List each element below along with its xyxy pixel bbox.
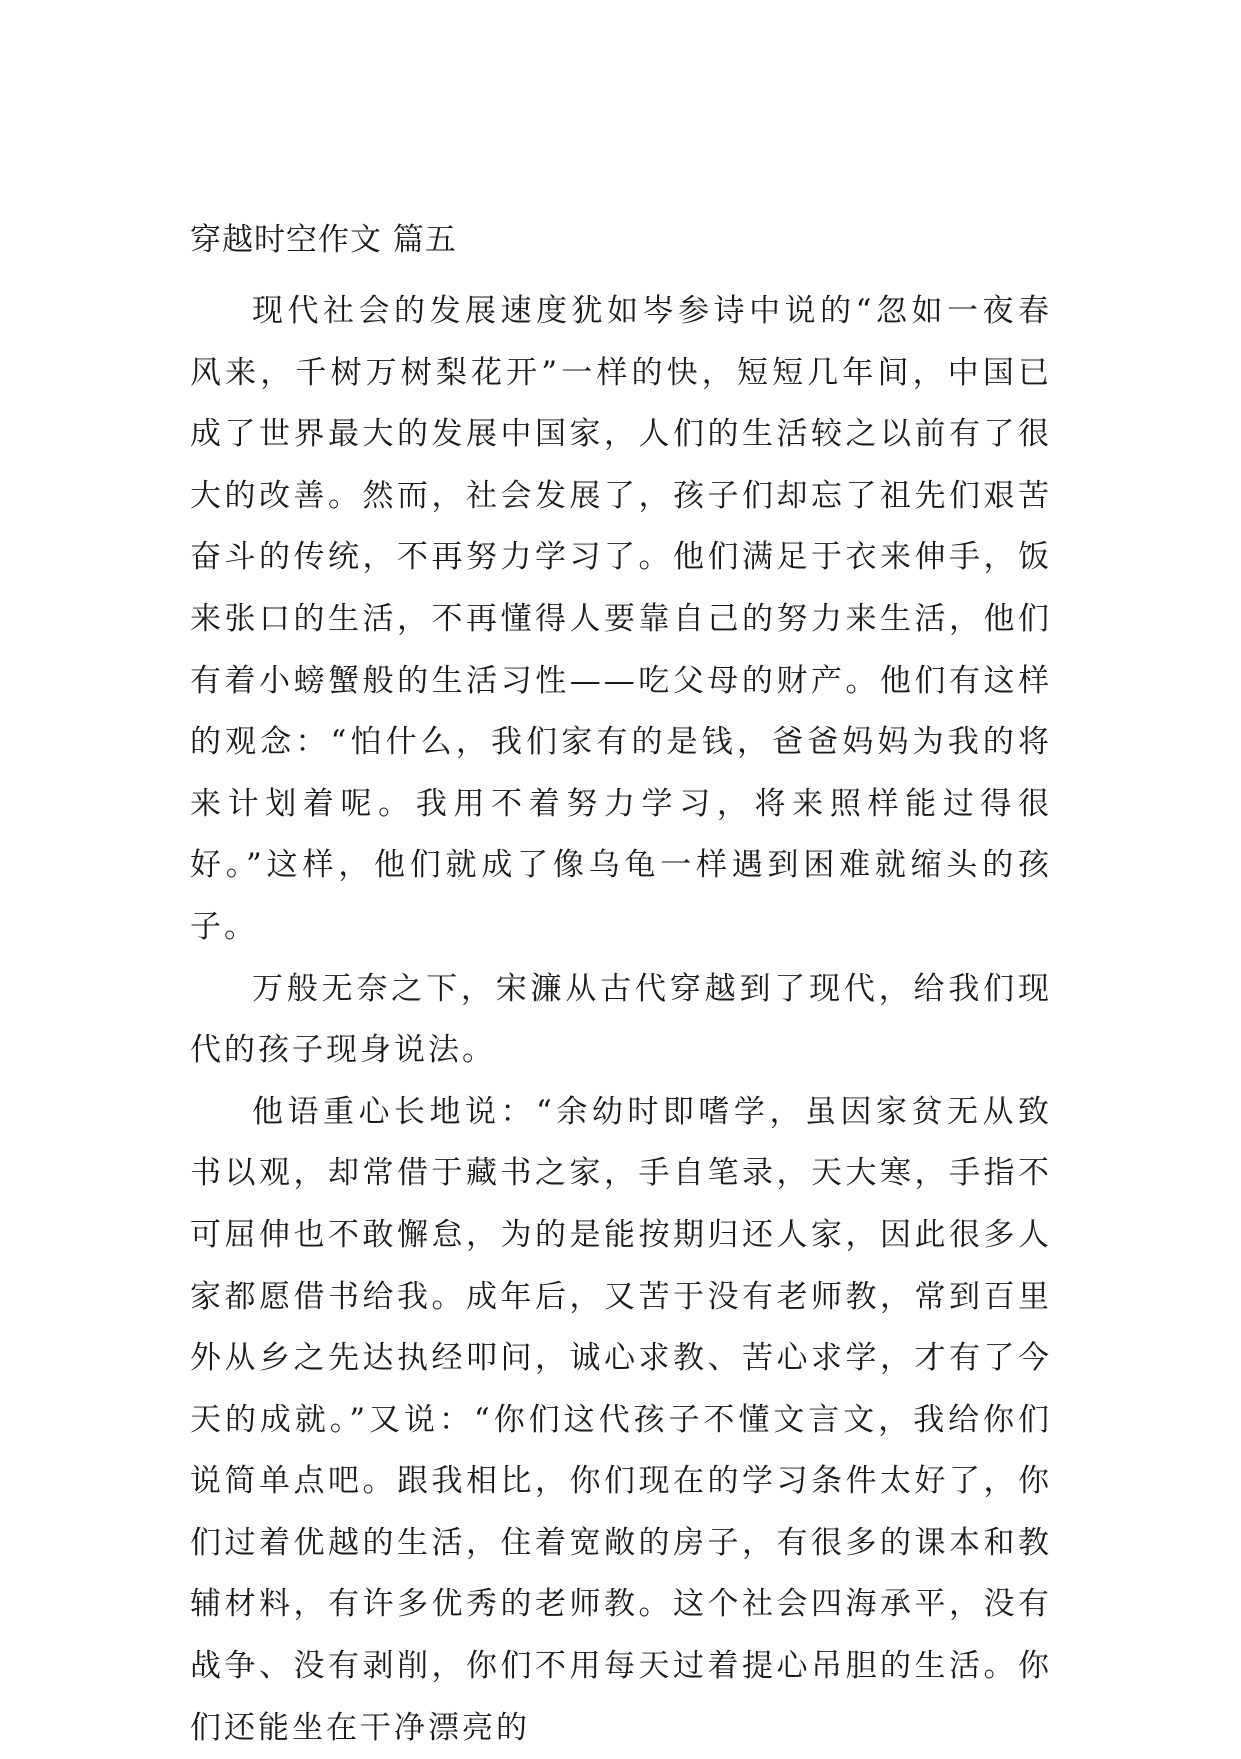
paragraph-3: 他语重心长地说：“余幼时即嗜学，虽因家贫无从致书以观，却常借于藏书之家，手自笔录，天大寒，手指不可屈伸也不敢懈怠，为的是能按期归还人家，因此很多人家都愿借书给我。成年后，又苦于没有老师教，常到百里外从乡之先达执经叩问，诚心求教、苦心求学，才有了今天的成就。”又说：“你们这代孩子不懂文言文，我给你们说简单点吧。跟我相比，你们现在的学习条件太好了，你们过着优越的生活，住着宽敞的房子，有很多的课本和教辅材料，有许多优秀的老师教。这个社会四海承平，没有战争、没有剥削，你们不用每天过着提心吊胆的生活。你们还能坐在干净漂亮的	[190, 1093, 1052, 1746]
paragraph-2: 万般无奈之下，宋濂从古代穿越到了现代，给我们现代的孩子现身说法。	[190, 970, 1052, 1069]
document-body	[190, 220, 1052, 1759]
paragraph-1: 现代社会的发展速度犹如岑参诗中说的“忽如一夜春风来，千树万树梨花开”一样的快，短短几年间，中国已成了世界最大的发展中国家，人们的生活较之以前有了很大的改善。然而，社会发展了，孩子们却忘了祖先们艰苦奋斗的传统，不再努力学习了。他们满足于衣来伸手，饭来张口的生活，不再懂得人要靠自己的努力来生活，他们有着小螃蟹般的生活习性——吃父母的财产。他们有这样的观念：“怕什么，我们家有的是钱，爸爸妈妈为我的将来计划着呢。我用不着努力学习，将来照样能过得很好。”这样，他们就成了像乌龟一样遇到困难就缩头的孩子。	[190, 293, 1052, 945]
document-title: 穿越时空作文 篇五	[190, 222, 457, 258]
